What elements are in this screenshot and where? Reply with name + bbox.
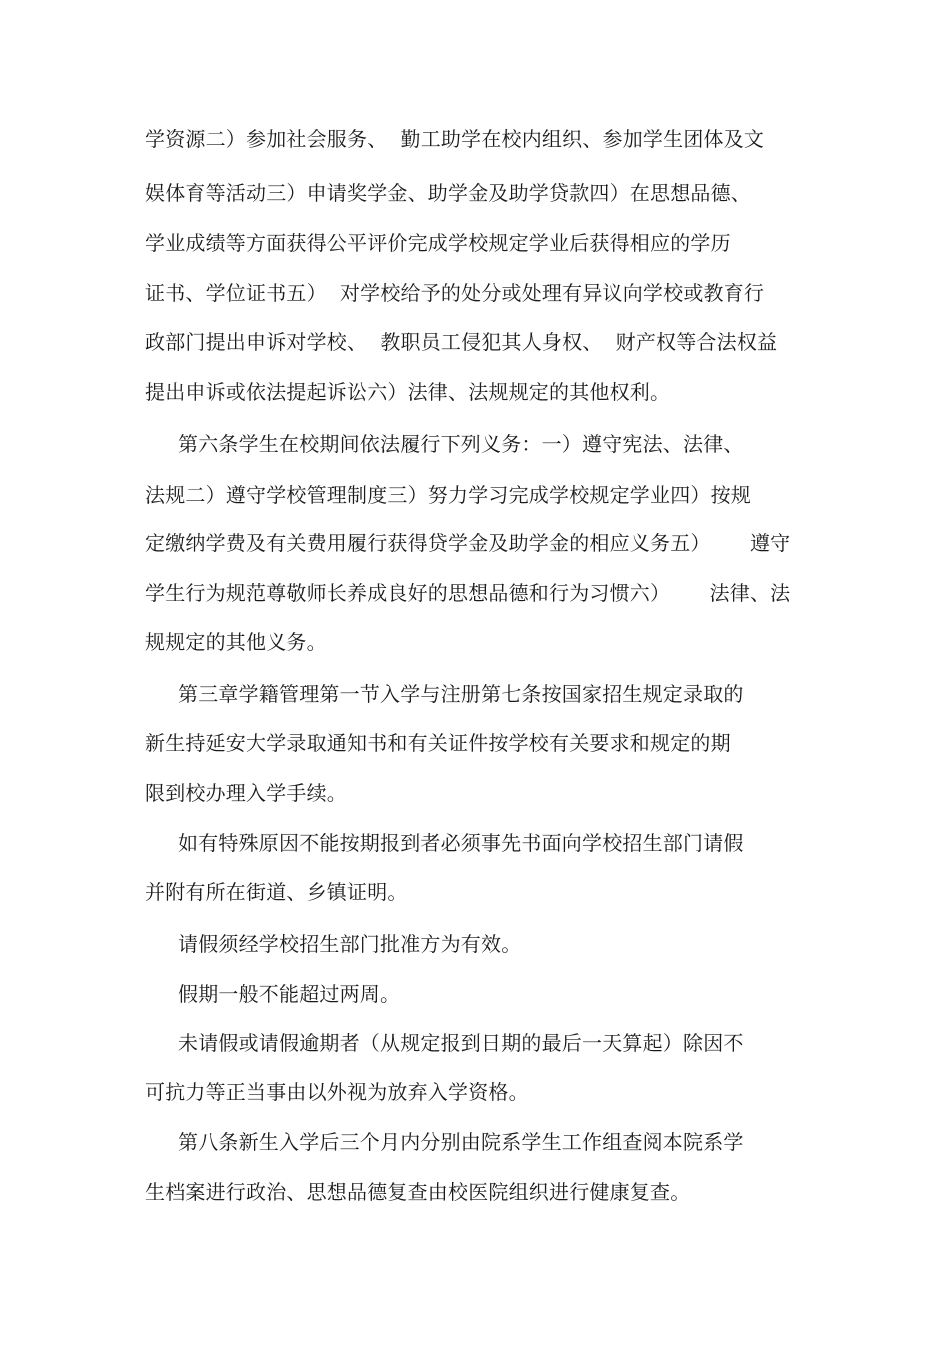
text-line: 法规二）遵守学校管理制度三）努力学习完成学校规定学业四）按规 xyxy=(145,483,751,507)
text-line: 可抗力等正当事由以外视为放弃入学资格。 xyxy=(145,1080,529,1104)
text-line: 新生持延安大学录取通知书和有关证件按学校有关要求和规定的期 xyxy=(145,731,731,755)
text-line: 规规定的其他义务。 xyxy=(145,630,327,654)
paragraph-first-line: 第六条学生在校期间依法履行下列义务：一）遵守宪法、法律、 xyxy=(178,432,744,456)
text-line: 学业成绩等方面获得公平评价完成学校规定学业后获得相应的学历 xyxy=(145,231,731,255)
paragraph-first-line: 假期一般不能超过两周。 xyxy=(178,982,401,1006)
paragraph-first-line: 第八条新生入学后三个月内分别由院系学生工作组查阅本院系学 xyxy=(178,1130,744,1154)
text-line: 并附有所在街道、乡镇证明。 xyxy=(145,880,408,904)
text-line: 娱体育等活动三）申请奖学金、助学金及助学贷款四）在思想品德、 xyxy=(145,181,751,205)
text-line: 政部门提出申诉对学校、 教职员工侵犯其人身权、 财产权等合法权益 xyxy=(145,330,778,354)
text-line: 学资源二）参加社会服务、 勤工助学在校内组织、参加学生团体及文 xyxy=(145,127,765,151)
text-line: 定缴纳学费及有关费用履行获得贷学金及助学金的相应义务五） 遵守 xyxy=(145,531,791,555)
text-line: 限到校办理入学手续。 xyxy=(145,781,347,805)
text-line: 证书、学位证书五） 对学校给予的处分或处理有异议向学校或教育行 xyxy=(145,281,765,305)
paragraph-first-line: 第三章学籍管理第一节入学与注册第七条按国家招生规定录取的 xyxy=(178,682,744,706)
text-line: 提出申诉或依法提起诉讼六）法律、法规规定的其他权利。 xyxy=(145,380,671,404)
paragraph-first-line: 未请假或请假逾期者（从规定报到日期的最后一天算起）除因不 xyxy=(178,1031,744,1055)
paragraph-first-line: 如有特殊原因不能按期报到者必须事先书面向学校招生部门请假 xyxy=(178,831,744,855)
text-line: 生档案进行政治、思想品德复查由校医院组织进行健康复查。 xyxy=(145,1180,691,1204)
paragraph-first-line: 请假须经学校招生部门批准方为有效。 xyxy=(178,932,522,956)
text-line: 学生行为规范尊敬师长养成良好的思想品德和行为习惯六） 法律、法 xyxy=(145,581,791,605)
